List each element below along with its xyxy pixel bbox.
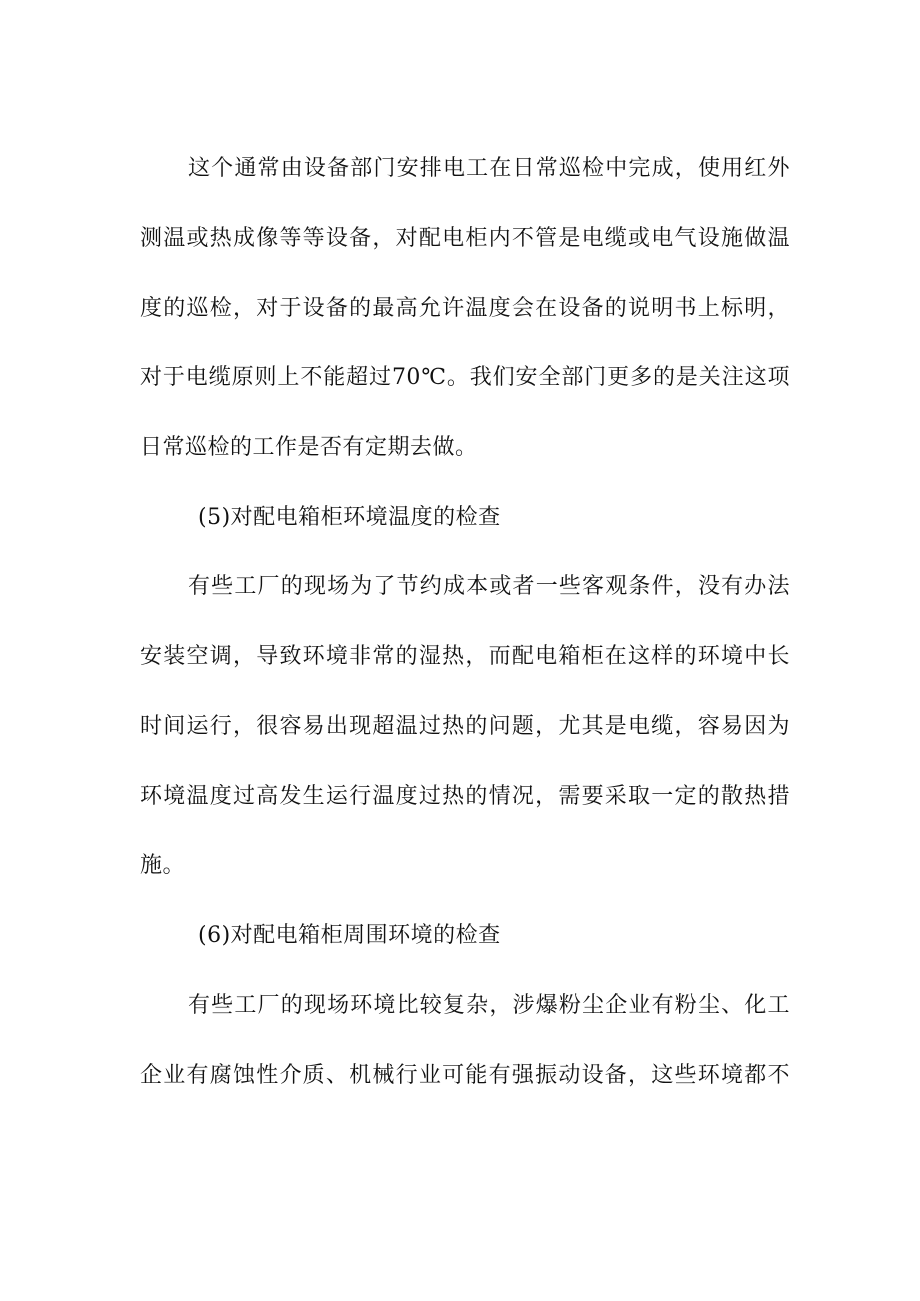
paragraph-line: 时间运行，很容易出现超温过热的问题，尤其是电缆，容易因为 [140, 714, 790, 739]
paragraph-line: 日常巡检的工作是否有定期去做。 [140, 435, 478, 460]
section-heading: (6)对配电箱柜周围环境的检查 [198, 923, 501, 948]
paragraph-line: 有些工厂的现场环境比较复杂，涉爆粉尘企业有粉尘、化工 [188, 993, 790, 1018]
section-heading: (5)对配电箱柜环境温度的检查 [198, 505, 501, 530]
paragraph-line: 安装空调，导致环境非常的湿热，而配电箱柜在这样的环境中长 [140, 644, 790, 669]
paragraph-line: 度的巡检，对于设备的最高允许温度会在设备的说明书上标明， [140, 296, 790, 321]
paragraph-line: 环境温度过高发生运行温度过热的情况，需要采取一定的散热措 [140, 784, 790, 809]
paragraph-line: 测温或热成像等等设备，对配电柜内不管是电缆或电气设施做温 [140, 226, 790, 251]
paragraph-line: 施。 [140, 853, 186, 878]
paragraph-line: 对于电缆原则上不能超过70℃。我们安全部门更多的是关注这项 [140, 365, 790, 390]
paragraph-line: 这个通常由设备部门安排电工在日常巡检中完成，使用红外 [188, 156, 790, 181]
paragraph-line: 企业有腐蚀性介质、机械行业可能有强振动设备，这些环境都不 [140, 1063, 790, 1088]
paragraph-line: 有些工厂的现场为了节约成本或者一些客观条件，没有办法 [188, 574, 790, 599]
